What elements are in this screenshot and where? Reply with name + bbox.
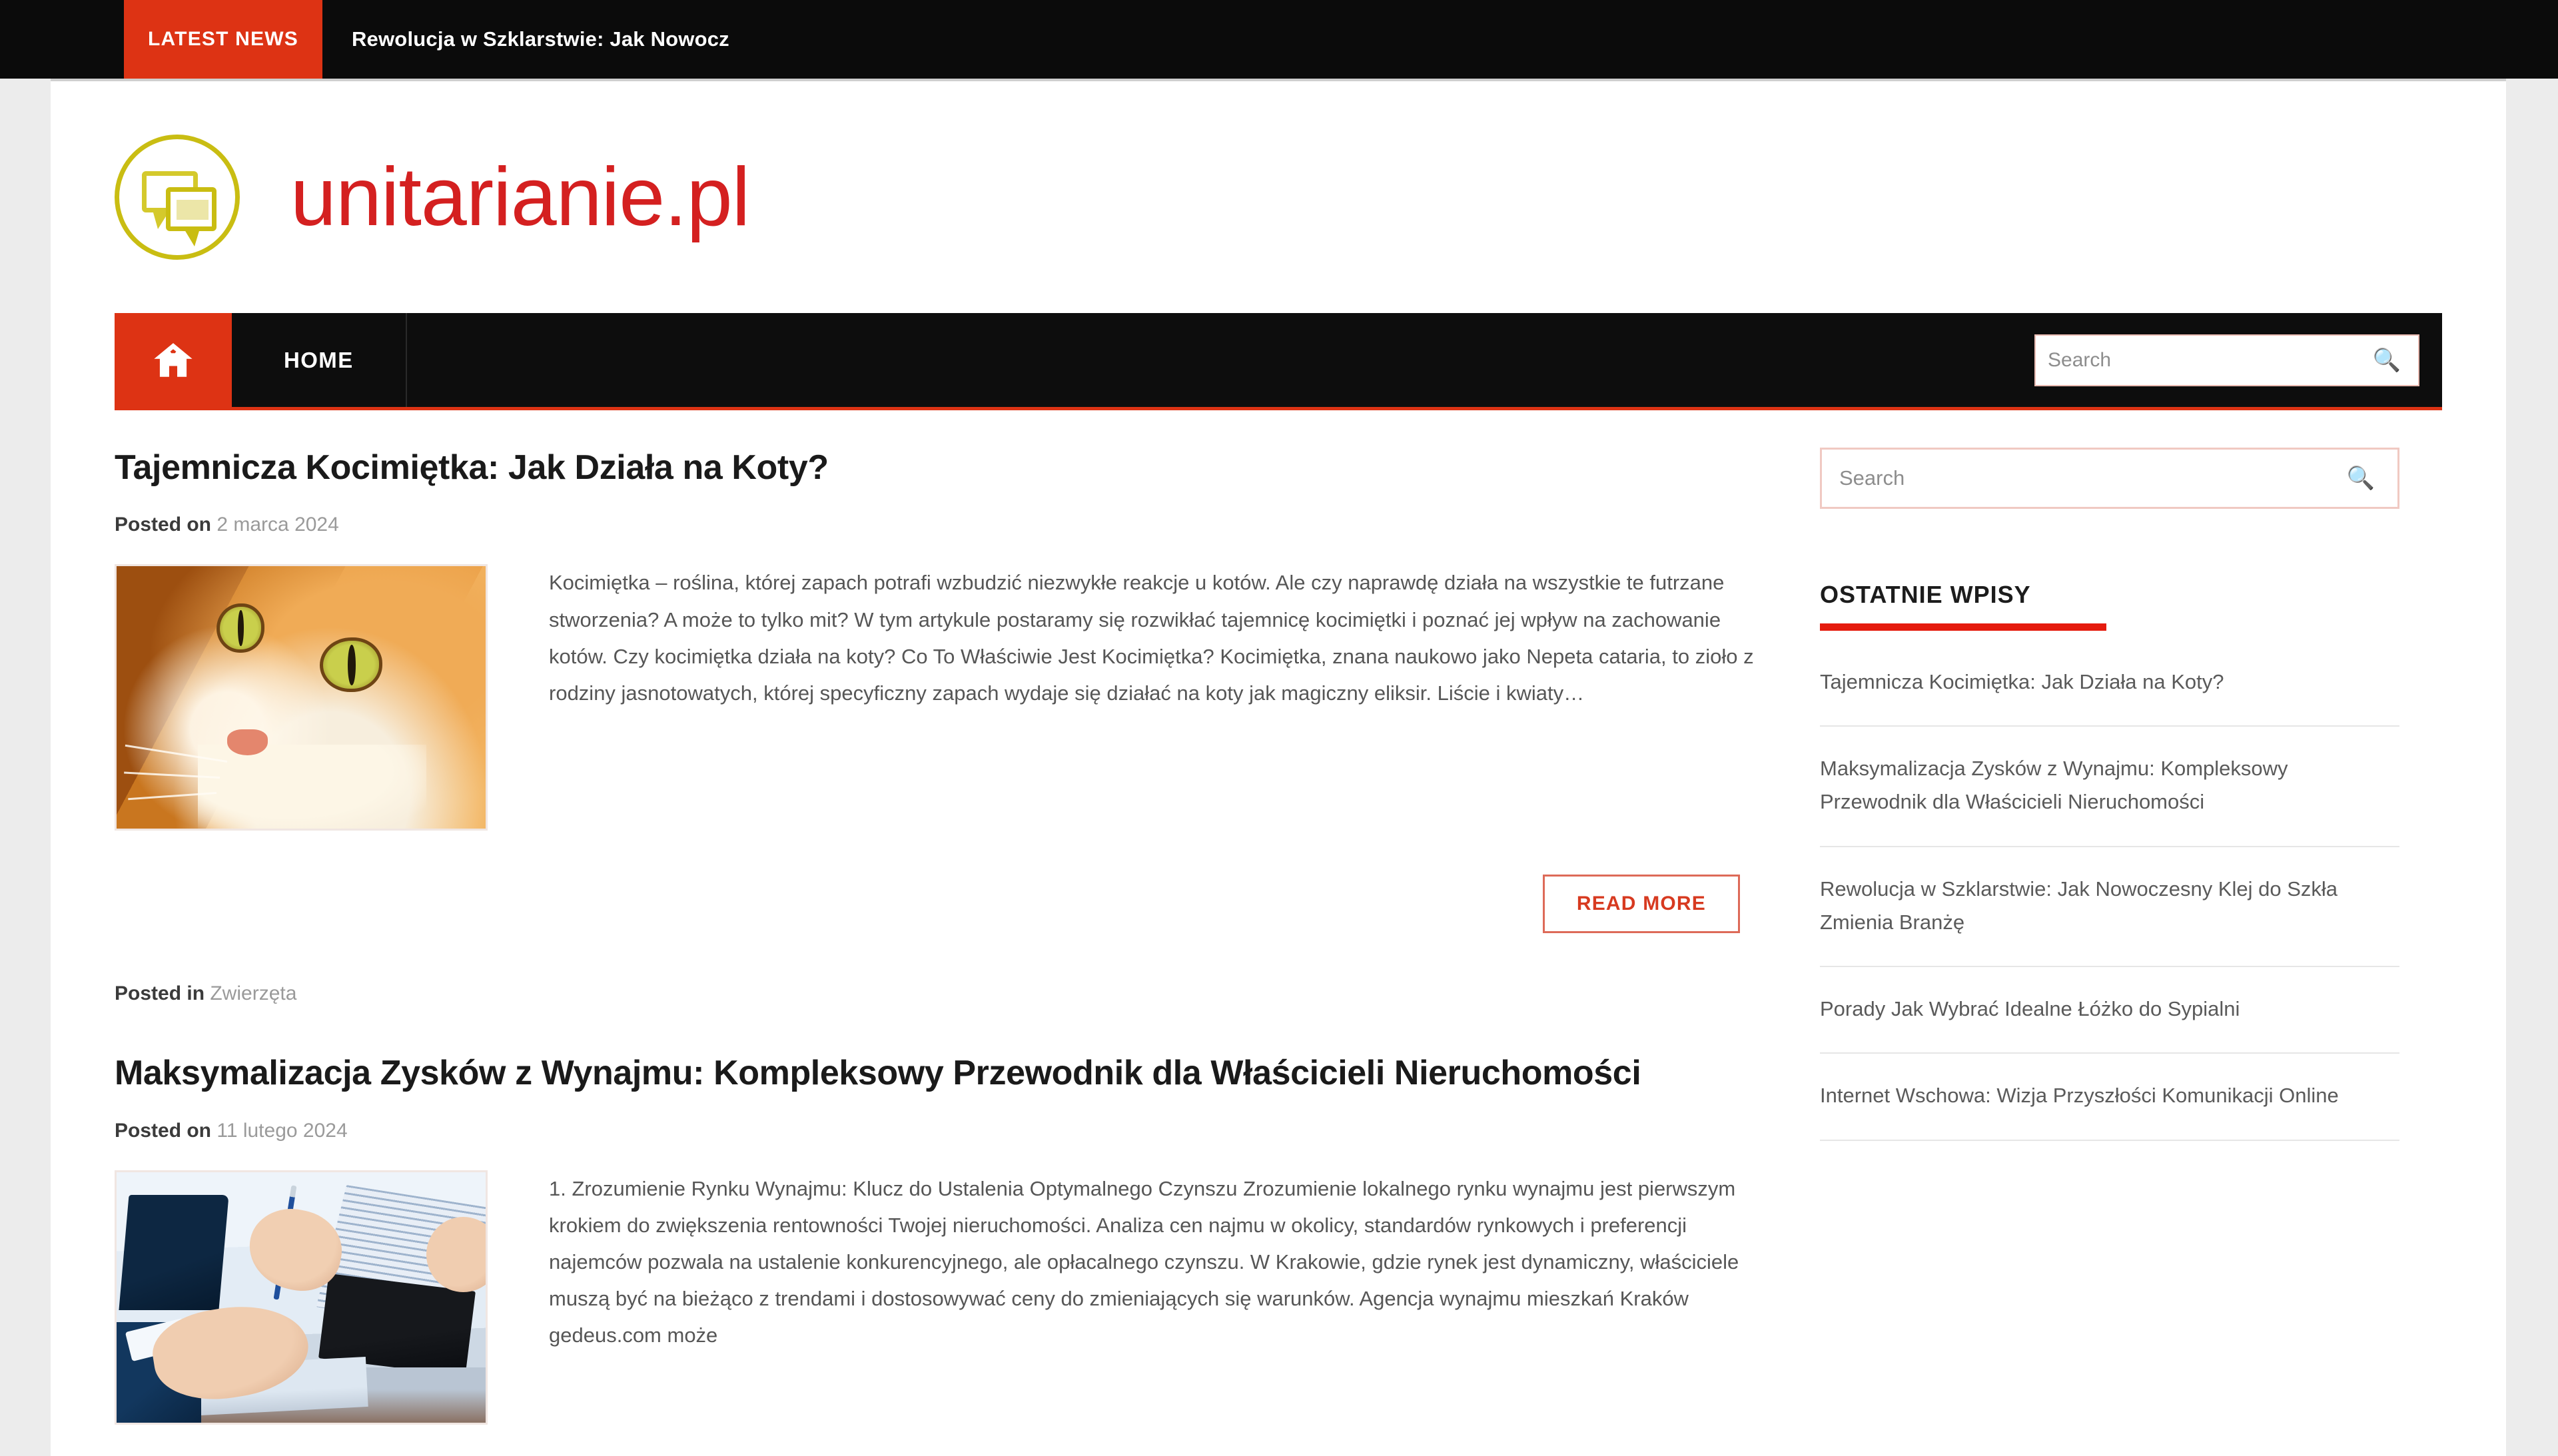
list-item[interactable]: Rewolucja w Szklarstwie: Jak Nowoczesny Klej do Szkła Zmienia Branżę: [1820, 847, 2399, 967]
post-date[interactable]: 11 lutego 2024: [216, 1119, 348, 1142]
news-ticker-headline[interactable]: Rewolucja w Szklarstwie: Jak Nowocz: [351, 27, 729, 51]
cat-nose: [227, 729, 268, 755]
sidebar-search-input[interactable]: [1839, 466, 2347, 490]
nav-item-home[interactable]: HOME: [232, 313, 407, 407]
post-separator: [115, 1012, 1777, 1053]
recent-posts-heading: OSTATNIE WPISY: [1820, 581, 2031, 608]
post-body: [115, 1170, 1777, 1425]
post-excerpt: 1. Zrozumienie Rynku Wynajmu: Klucz do Ustalenia Optymalnego Czynszu Zrozumienie lokalnego rynku wynajmu jest pierwszym krokiem do zwiększenia rentowności Twojej nieruchomości. Analiza cen najmu w okolicy, standardów rynkowych i preferencji najemców pozwala na ustalenie konkurencyjnego, ale opłacalnego czynszu. W Krakowie, gdzie rynek jest dynamiczny, właściciele muszą być na bieżąco z trendami i dostosowywać ceny do zmieniających się warunków. Agencja wynajmu mieszkań Kraków gedeus.com może: [549, 1176, 1739, 1347]
post-title[interactable]: Maksymalizacja Zysków z Wynajmu: Kompleksowy Przewodnik dla Właścicieli Nieruchomości: [115, 1054, 1641, 1093]
posted-in: [115, 982, 1777, 1005]
post-thumbnail[interactable]: [115, 1170, 488, 1425]
post-title[interactable]: Tajemnicza Kocimiętka: Jak Działa na Koty?: [115, 448, 829, 487]
post-body: [115, 564, 1777, 831]
speech-bubble-front: [166, 187, 216, 231]
post-thumbnail[interactable]: [115, 564, 488, 831]
page-container: [51, 79, 2506, 1456]
sidebar-search-box[interactable]: [1820, 448, 2399, 509]
content-columns: [51, 448, 2506, 1431]
topbar-left-spacer: [0, 0, 124, 79]
post-meta: [115, 514, 1777, 536]
post-meta-prefix: Posted on: [115, 514, 212, 536]
post-excerpt: Kocimiętka – roślina, której zapach potrafi wzbudzić niezwykłe reakcje u kotów. Ale czy naprawdę działa na wszystkie te futrzane stworzenia? A może to tylko mit? W tym artykule postaramy się rozwikłać tajemnicę kocimiętki i poznać jej wpływ na zachowanie kotów. Czy kocimiętka działa na koty? Co To Właściwie Jest Kocimiętka? Kocimiętka, znana naukowo jako Nepeta cataria, to zioło z rodziny jasnotowatych, której specyficzny zapach wydaje się działać na koty jak magiczny eliksir. Liście i kwiaty…: [549, 571, 1754, 705]
read-more-row: [115, 875, 1777, 933]
cat-eye-left: [216, 603, 264, 653]
posted-in-prefix: Posted in: [115, 982, 205, 1005]
list-item[interactable]: Tajemnicza Kocimiętka: Jak Działa na Koty?: [1820, 640, 2399, 727]
cat-muzzle: [198, 745, 426, 831]
list-item[interactable]: Maksymalizacja Zysków z Wynajmu: Kompleksowy Przewodnik dla Właścicieli Nieruchomości: [1820, 727, 2399, 847]
speech-bubble-fill: [177, 200, 209, 220]
search-icon[interactable]: 🔍: [2346, 466, 2375, 491]
sidebar: [1820, 448, 2399, 1431]
post-date[interactable]: 2 marca 2024: [216, 514, 339, 536]
list-item[interactable]: Porady Jak Wybrać Idealne Łóżko do Sypialni: [1820, 967, 2399, 1054]
site-title[interactable]: unitarianie.pl: [290, 151, 750, 243]
speech-bubbles-icon[interactable]: [115, 135, 240, 260]
search-icon[interactable]: 🔍: [2372, 347, 2401, 373]
heading-underline: [1820, 623, 2106, 631]
latest-news-badge: LATEST NEWS: [124, 0, 322, 79]
post-meta: [115, 1120, 1777, 1142]
nav-search-box[interactable]: [2034, 334, 2419, 386]
article-card: [115, 1053, 1777, 1431]
post-category-link[interactable]: Zwierzęta: [210, 982, 297, 1005]
list-item[interactable]: Internet Wschowa: Wizja Przyszłości Komunikacji Online: [1820, 1054, 2399, 1140]
read-more-button[interactable]: READ MORE: [1543, 875, 1740, 933]
site-header: [51, 81, 2506, 313]
laptop-shape: [119, 1195, 229, 1310]
cat-eye-right: [320, 637, 382, 693]
post-meta-prefix: Posted on: [115, 1119, 212, 1142]
main-navigation: [115, 313, 2442, 410]
cat-photo: [117, 566, 486, 829]
main-content-column: [115, 448, 1820, 1431]
recent-posts-list: [1820, 640, 2399, 1141]
latest-news-bar: [0, 0, 2558, 79]
home-icon[interactable]: [115, 313, 232, 407]
article-card: [115, 448, 1777, 1012]
business-photo: [117, 1172, 486, 1423]
nav-search-input[interactable]: [2048, 349, 2373, 372]
